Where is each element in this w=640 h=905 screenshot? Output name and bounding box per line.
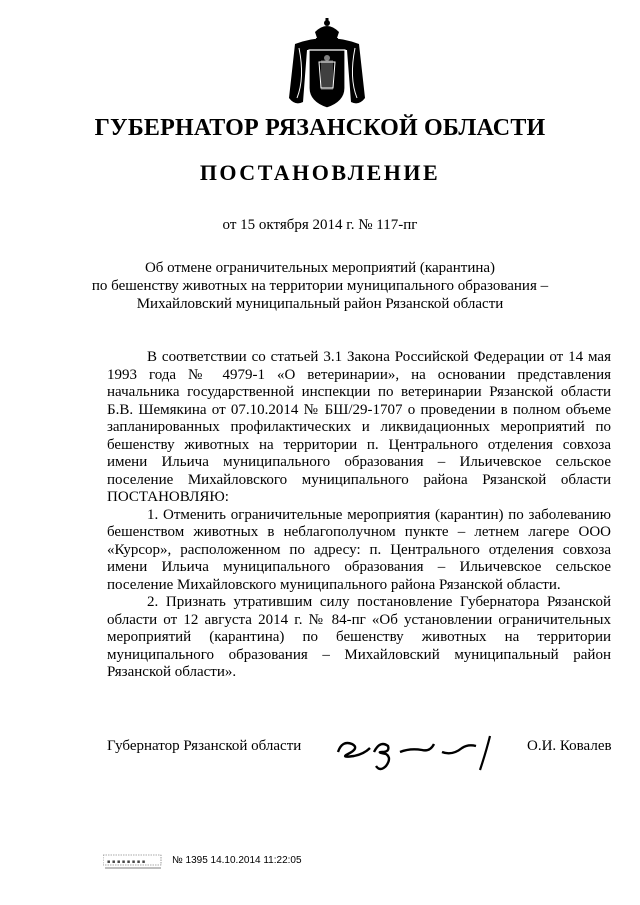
clause-2-paragraph: 2. Признать утратившим силу постановление Губернатора Рязанской области от 12 августа 2014 г. № 84-пг «Об установлении ограничительных мероприятий (карантина) по бешенству животных на территории муниципального образования – Михайловский муниципальный район Рязанской области». bbox=[107, 594, 611, 680]
signatory-position: Губернатор Рязанской области bbox=[107, 738, 302, 754]
clause-1-paragraph: 1. Отменить ограничительные мероприятия (карантин) по заболеванию бешенством животных в неблагополучном пункте – летнем лагере ООО «Курсор», расположенном по адресу: п. Центрального отделения совхоза имени Ильича муниципального образования – Ильичевское сельское поселение Михайловского муниципального района Рязанской области. bbox=[107, 506, 611, 593]
handwritten-signature-icon bbox=[330, 722, 500, 777]
coat-of-arms-icon bbox=[285, 18, 369, 110]
signatory-name: О.И. Ковалев bbox=[527, 738, 612, 754]
registration-number: № 1395 14.10.2014 11:22:05 bbox=[172, 855, 302, 866]
preamble-paragraph: В соответствии со статьей 3.1 Закона Российской Федерации от 14 мая 1993 года № 4979-1 «О ветеринарии», на основании представления начальника государственной инспекции по ветеринарии Рязанской области Б.В. Шемякина от 07.10.2014 № БШ/29-1707 о проведении в полном объеме запланированных профилактических и ликвидационных мероприятий по бешенству животных на территории п. Центрального отделения совхоза имени Ильича муниципального образования – Ильичевское сельское поселение Михайловского муниципального района Рязанской области ПОСТАНОВЛЯЮ: bbox=[107, 349, 611, 505]
subject-line: Об отмене ограничительных мероприятий (карантина) bbox=[144, 260, 496, 276]
document-subject bbox=[0, 259, 640, 313]
date-and-number: от 15 октября 2014 г. № 117-пг bbox=[222, 217, 418, 233]
document-type: ПОСТАНОВЛЕНИЕ bbox=[199, 160, 441, 185]
authority-title: ГУБЕРНАТОР РЯЗАНСКОЙ ОБЛАСТИ bbox=[94, 115, 546, 141]
subject-line: по бешенству животных на территории муниципального образования – bbox=[91, 278, 549, 294]
registration-stamp-icon bbox=[103, 851, 163, 871]
document-body bbox=[107, 349, 611, 682]
subject-line: Михайловский муниципальный район Рязанской области bbox=[136, 296, 504, 312]
svg-text:▪ ▪ ▪ ▪ ▪ ▪ ▪ ▪: ▪ ▪ ▪ ▪ ▪ ▪ ▪ ▪ bbox=[107, 859, 146, 865]
